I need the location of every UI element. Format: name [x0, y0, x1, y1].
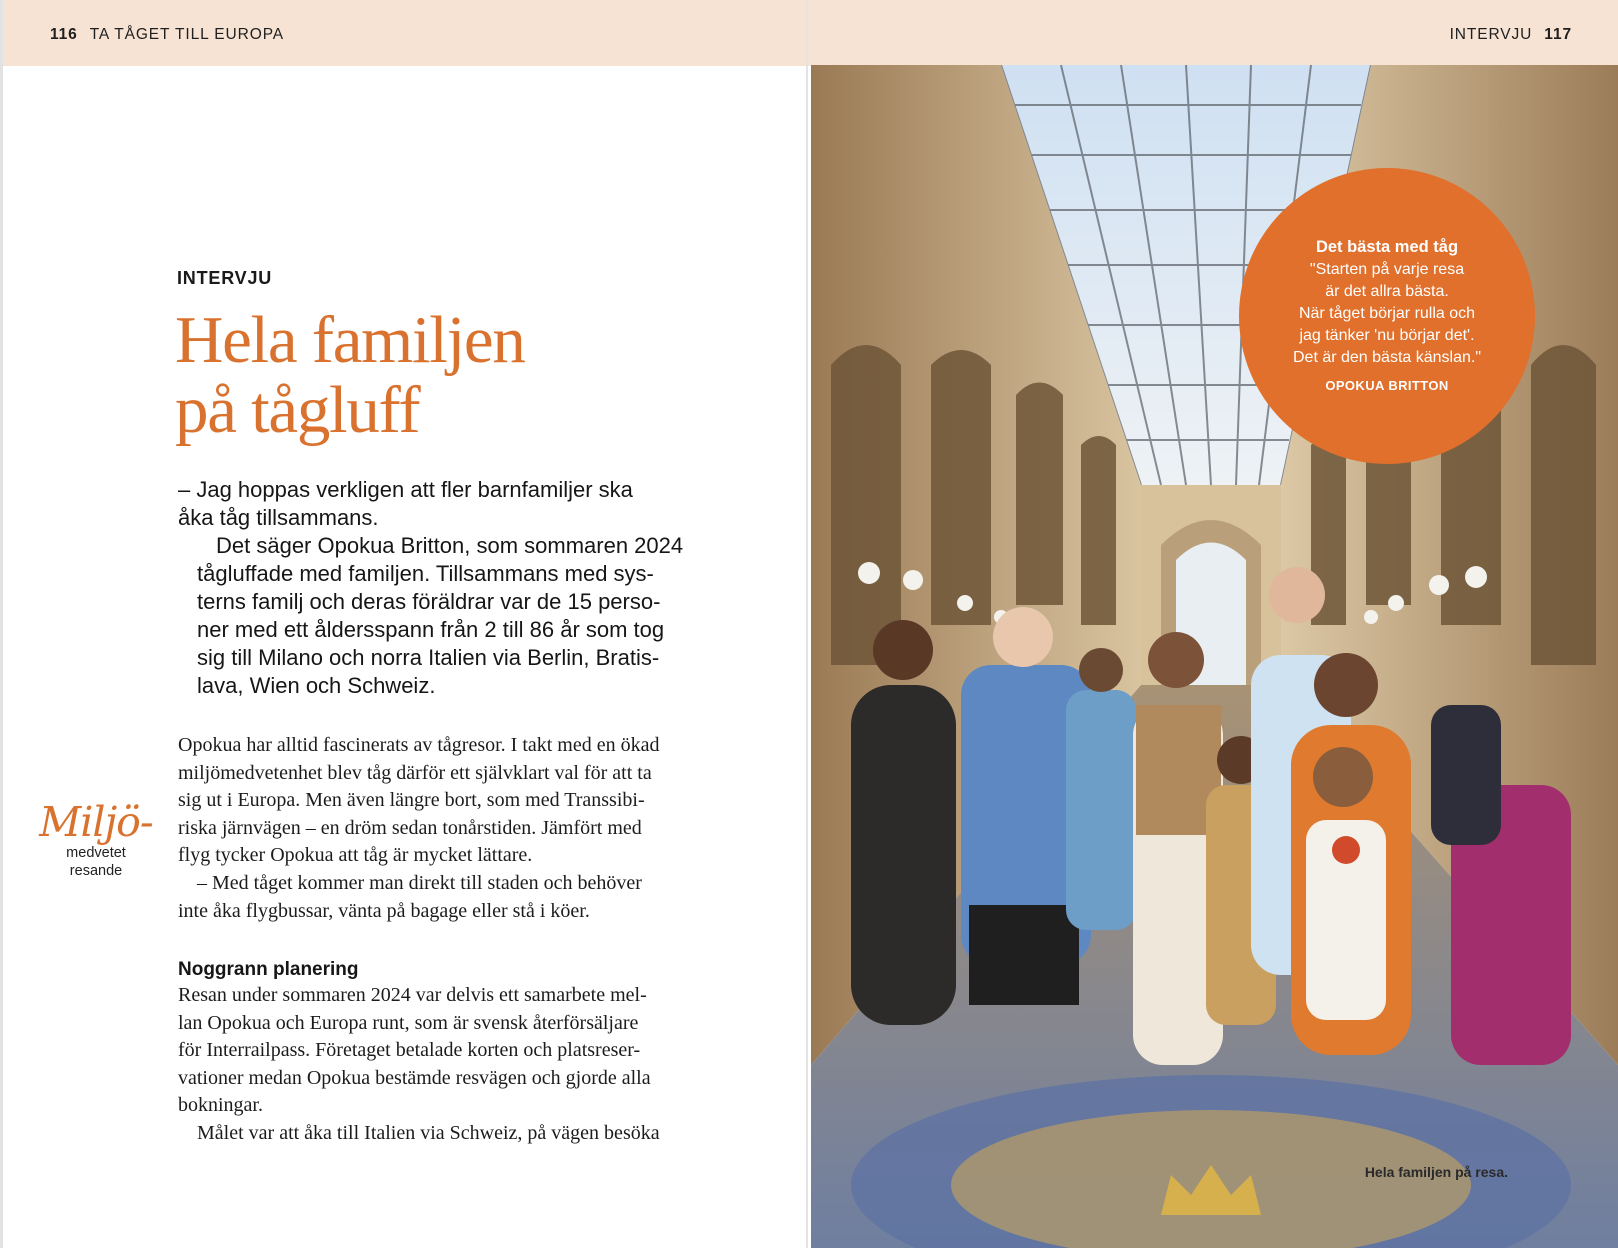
subhead: Noggrann planering: [178, 959, 359, 980]
lead-line: terns familj och deras föräldrar var de 15 perso-: [197, 589, 661, 614]
lead-line: sig till Milano och norra Italien via Berlin, Bratis-: [197, 645, 660, 670]
body-line: sig ut i Europa. Men även längre bort, som med Transsibi-: [178, 789, 645, 812]
body-line: för Interrailpass. Företaget betalade korten och platsreser-: [178, 1039, 641, 1062]
subhead-block: [178, 958, 359, 985]
headline-line-2: på tågluff: [175, 373, 420, 447]
left-page: [0, 0, 808, 1248]
headline: [175, 305, 735, 445]
running-head-right: [1450, 26, 1572, 44]
quote-circle: [1239, 168, 1535, 464]
running-head-title-left: TA TÅGET TILL EUROPA: [89, 26, 285, 43]
header-band-right: [808, 0, 1618, 66]
body-line: inte åka flygbussar, vänta på bagage eller stå i köer.: [178, 899, 590, 922]
lead-paragraph-1: [178, 476, 718, 532]
running-head-title-right: INTERVJU: [1449, 26, 1533, 43]
quote-line: När tåget börjar rulla och: [1298, 305, 1476, 322]
body-line: vationer medan Opokua bestämde resvägen och gjorde alla: [178, 1066, 651, 1089]
page-number-right: 117: [1544, 26, 1572, 43]
body-text-2: [178, 982, 718, 1148]
header-band-left: [3, 0, 808, 66]
body-line: riska järnvägen – en dröm sedan tonårstiden. Jämfört med: [178, 816, 642, 839]
body-line: miljömedvetenhet blev tåg därför ett självklart val för att ta: [178, 761, 652, 784]
lead-line: Det säger Opokua Britton, som sommaren 2024: [216, 533, 684, 558]
right-page: [808, 0, 1618, 1248]
body-line: lan Opokua och Europa runt, som är svensk återförsäljare: [178, 1011, 639, 1034]
quote-line: jag tänker 'nu börjar det'.: [1299, 327, 1475, 344]
body-line: bokningar.: [178, 1094, 263, 1117]
photo-caption: Hela familjen på resa.: [1364, 1164, 1508, 1180]
lead-line: ner med ett åldersspann från 2 till 86 år som tog: [197, 617, 665, 642]
body-line: – Med tåget kommer man direkt till staden och behöver: [197, 871, 642, 894]
quote-text: [1239, 259, 1535, 369]
body-line: Opokua har alltid fascinerats av tågresor. I takt med en ökad: [178, 734, 660, 756]
headline-line-1: Hela familjen: [175, 303, 525, 377]
lead-line: tågluffade med familjen. Tillsammans med sys-: [197, 561, 654, 586]
lead-line: lava, Wien och Schweiz.: [197, 673, 436, 698]
page-number-left: 116: [50, 26, 78, 43]
margin-note-line-2: resande: [69, 863, 123, 879]
lead-paragraph-2: [178, 532, 718, 700]
margin-note: [33, 800, 159, 880]
margin-note-line-1: medvetet: [66, 845, 126, 861]
quote-line: "Starten på varje resa: [1309, 261, 1465, 278]
lead-paragraphs: [178, 476, 718, 700]
quote-author: OPOKUA BRITTON: [1325, 378, 1449, 393]
quote-line: Det är den bästa känslan.": [1292, 349, 1481, 366]
lead-line: – Jag hoppas verkligen att fler barnfamiljer ska: [178, 477, 633, 502]
body-line: flyg tycker Opokua att tåg är mycket lättare.: [178, 844, 533, 867]
kicker: INTERVJU: [177, 268, 273, 288]
running-head-left: [50, 26, 284, 44]
quote-title: Det bästa med tåg: [1315, 238, 1459, 256]
body-line: Målet var att åka till Italien via Schweiz, på vägen besöka: [197, 1121, 660, 1144]
body-text-1: [178, 732, 718, 925]
lead-line: åka tåg tillsammans.: [178, 505, 379, 530]
quote-line: är det allra bästa.: [1325, 283, 1449, 300]
body-line: Resan under sommaren 2024 var delvis ett samarbete mel-: [178, 984, 647, 1006]
margin-note-script: Miljö-: [39, 798, 153, 846]
